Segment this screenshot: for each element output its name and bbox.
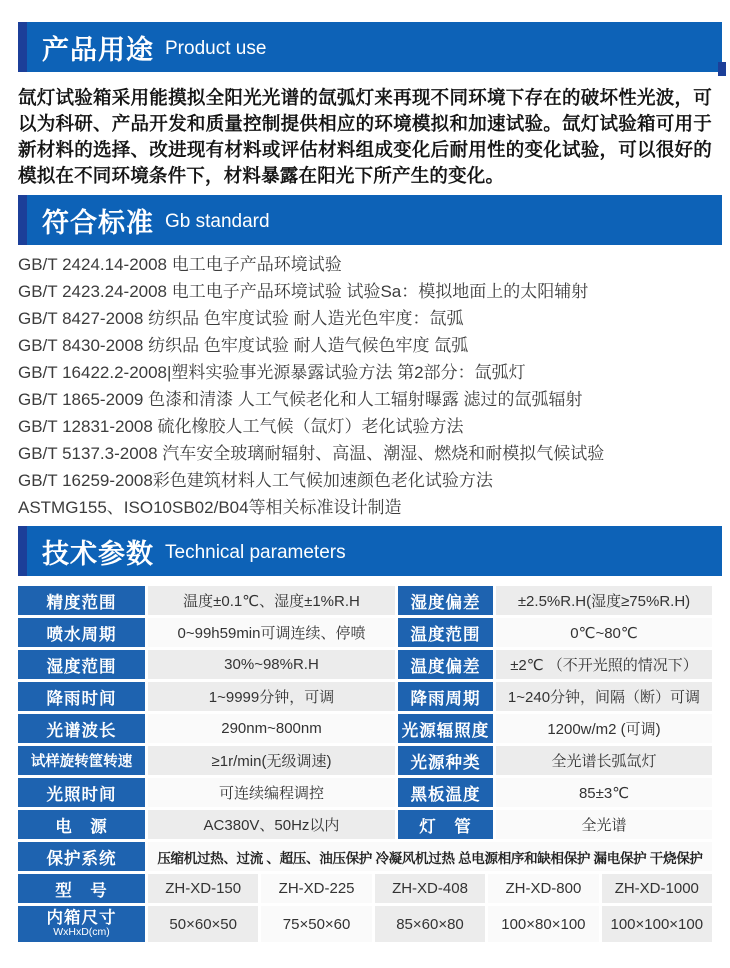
model-value: ZH-XD-800: [488, 874, 598, 903]
param-label: 电 源: [18, 810, 145, 839]
standard-item: GB/T 1865-2009 色漆和清漆 人工气候老化和人工辐射曝露 滤过的氙弧辐射: [18, 390, 583, 409]
param-label: 精度范围: [18, 586, 145, 615]
standard-item: GB/T 5137.3-2008 汽车安全玻璃耐辐射、高温、潮湿、燃烧和耐模拟气候试验: [18, 444, 605, 463]
banner-left-accent: [18, 526, 27, 576]
section-title-en: Technical parameters: [165, 542, 346, 563]
param-label: 喷水周期: [18, 618, 145, 647]
protection-row: [18, 842, 712, 871]
standards-list: [18, 251, 712, 521]
param-value: 温度±0.1℃、湿度±1%R.H: [148, 586, 395, 615]
section-title-zh: 符合标准: [42, 207, 154, 238]
param-label: 光谱波长: [18, 714, 145, 743]
param-value: 全光谱: [496, 810, 712, 839]
section-title-zh: 技术参数: [42, 538, 154, 569]
param-row: [18, 810, 712, 839]
size-value: 75×50×60: [261, 906, 371, 942]
param-label: 湿度偏差: [398, 586, 493, 615]
param-value: 1~9999分钟，可调: [148, 682, 395, 711]
param-row: [18, 714, 712, 743]
standard-item: GB/T 8427-2008 纺织品 色牢度试验 耐人造光色牢度：氙弧: [18, 309, 464, 328]
param-value: ≥1r/min(无级调速): [148, 746, 395, 775]
standard-item: GB/T 12831-2008 硫化橡胶人工气候（氙灯）老化试验方法: [18, 417, 464, 436]
param-label: 黑板温度: [398, 778, 493, 807]
standard-item: GB/T 16259-2008彩色建筑材料人工气候加速颜色老化试验方法: [18, 471, 493, 490]
product-spec-page: [0, 22, 730, 942]
product-use-paragraph: 氙灯试验箱采用能摸拟全阳光光谱的氙弧灯来再现不同环境下存在的破坏性光波，可以为科研、产品开发和质量控制提供相应的环境模拟和加速试验。氙灯试验箱可用于新材料的选择、改进现有材料或评估材料组成变化后耐用性的变化试验，可以很好的模拟在不同环境条件下，材料暴露在阳光下所产生的变化。: [18, 87, 712, 186]
standard-item: GB/T 2423.24-2008 电工电子产品环境试验 试验Sa：模拟地面上的太阳辅射: [18, 282, 589, 301]
param-value: 全光谱长弧氙灯: [496, 746, 712, 775]
param-row: [18, 746, 712, 775]
standard-item: GB/T 2424.14-2008 电工电子产品环境试验: [18, 255, 342, 274]
param-label: 光照时间: [18, 778, 145, 807]
inner-size-row: [18, 906, 712, 942]
param-label: 型 号: [18, 874, 145, 903]
param-label: [18, 906, 145, 942]
param-value: 可连续编程调控: [148, 778, 395, 807]
param-value: ±2℃ （不开光照的情况下）: [496, 650, 712, 679]
param-label: 试样旋转筐转速: [18, 746, 145, 775]
param-value: 1200w/m2 (可调): [496, 714, 712, 743]
param-value: 1~240分钟，间隔（断）可调: [496, 682, 712, 711]
banner-left-accent: [18, 22, 27, 72]
param-value: 30%~98%R.H: [148, 650, 395, 679]
param-value: 0℃~80℃: [496, 618, 712, 647]
size-value: 100×80×100: [488, 906, 598, 942]
standard-item: GB/T 16422.2-2008|塑料实验事光源暴露试验方法 第2部分：氙弧灯: [18, 363, 526, 382]
standard-item: GB/T 8430-2008 纺织品 色牢度试验 耐人造气候色牢度 氙弧: [18, 336, 469, 355]
section-banner-product-use: [18, 22, 730, 72]
banner-left-accent: [18, 195, 27, 245]
inner-size-label: 内箱尺寸: [46, 908, 117, 927]
model-value: ZH-XD-408: [375, 874, 485, 903]
model-value: ZH-XD-225: [261, 874, 371, 903]
inner-size-sublabel: WxHxD(cm): [53, 926, 110, 939]
section-title-en: Gb standard: [165, 211, 270, 232]
section-title-en: Product use: [165, 38, 267, 59]
param-label: 温度范围: [398, 618, 493, 647]
model-value: ZH-XD-1000: [602, 874, 712, 903]
banner-body: [27, 526, 722, 576]
param-label: 光源种类: [398, 746, 493, 775]
param-value: AC380V、50Hz以内: [148, 810, 395, 839]
param-label: 灯 管: [398, 810, 493, 839]
param-row: [18, 618, 712, 647]
param-label: 降雨时间: [18, 682, 145, 711]
param-label: 保护系统: [18, 842, 145, 871]
banner-right-fold: [718, 62, 726, 76]
param-value: ±2.5%R.H(湿度≥75%R.H): [496, 586, 712, 615]
banner-body: [27, 22, 722, 72]
param-value: 290nm~800nm: [148, 714, 395, 743]
param-value: 0~99h59min可调连续、停喷: [148, 618, 395, 647]
standard-item: ASTMG155、ISO10SB02/B04等相关标准设计制造: [18, 498, 402, 517]
size-value: 85×60×80: [375, 906, 485, 942]
param-row: [18, 682, 712, 711]
size-value: 100×100×100: [602, 906, 712, 942]
banner-body: [27, 195, 722, 245]
section-title-zh: 产品用途: [42, 34, 154, 65]
section-banner-standards: [18, 195, 730, 245]
model-row: [18, 874, 712, 903]
param-value: 85±3℃: [496, 778, 712, 807]
param-row: [18, 778, 712, 807]
param-row: [18, 586, 712, 615]
tech-params-table: [18, 586, 712, 942]
param-label: 光源辐照度: [398, 714, 493, 743]
section-banner-tech-params: [18, 526, 730, 576]
param-label: 湿度范围: [18, 650, 145, 679]
param-label: 温度偏差: [398, 650, 493, 679]
param-label: 降雨周期: [398, 682, 493, 711]
model-value: ZH-XD-150: [148, 874, 258, 903]
param-row: [18, 650, 712, 679]
size-value: 50×60×50: [148, 906, 258, 942]
param-value: 压缩机过热、过流 、超压、油压保护 冷凝风机过热 总电源相序和缺相保护 漏电保护 干烧保护: [148, 842, 712, 871]
